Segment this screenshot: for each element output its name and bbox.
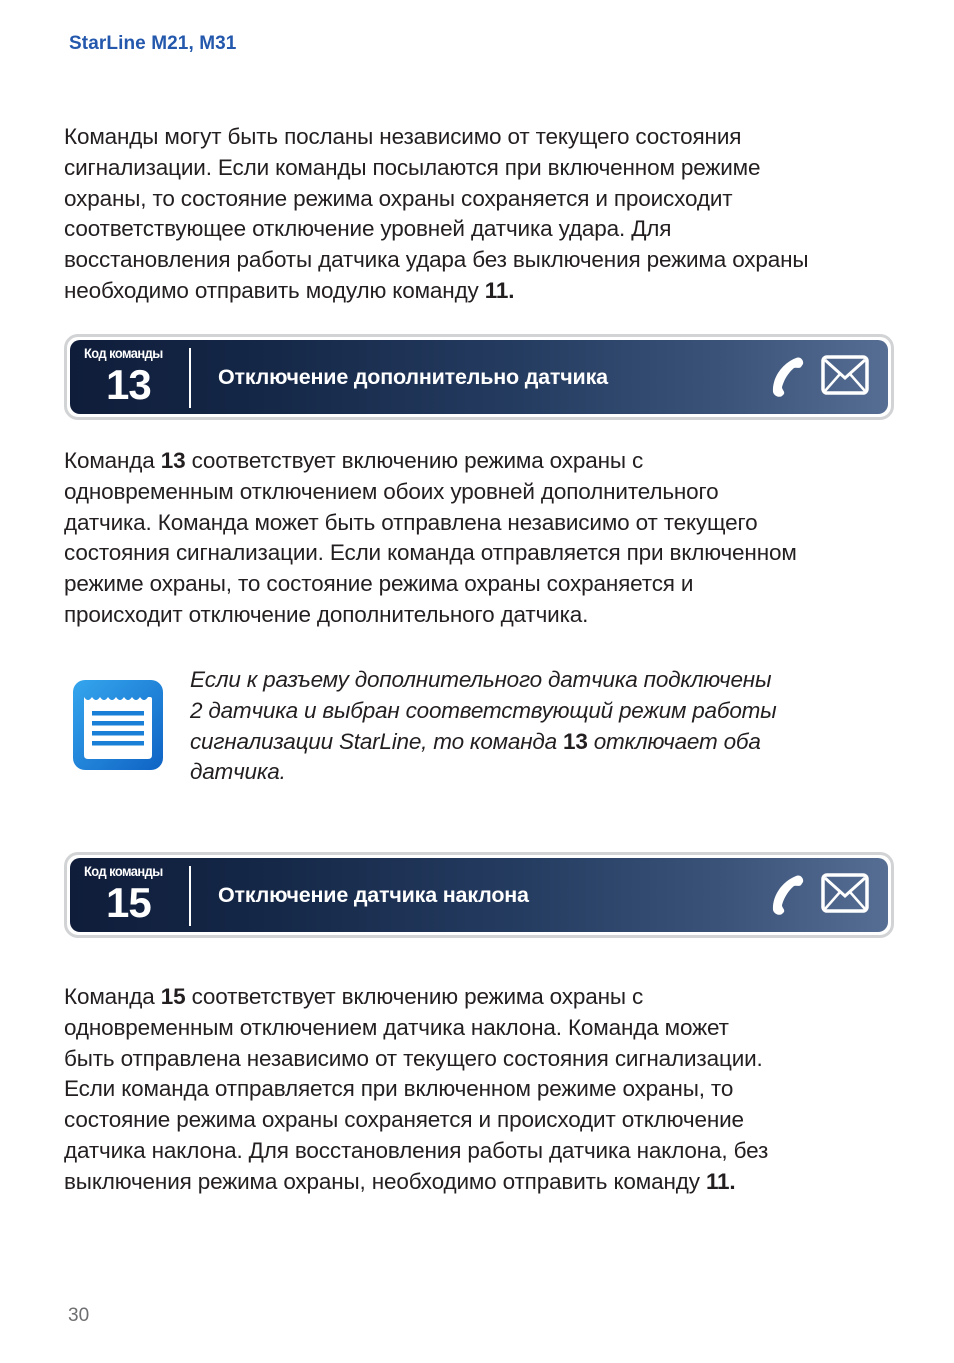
note-text: [190, 665, 870, 788]
text-line: датчика наклона. Для восстановления работы датчика наклона, без: [64, 1137, 769, 1163]
text-line: восстановления работы датчика удара без выключения режима охраны: [64, 247, 809, 273]
text-line: сигнализации. Если команды посылаются при включенном режиме: [64, 154, 761, 180]
text-fragment: сигнализации StarLine, то команда: [190, 728, 563, 754]
envelope-icon: [820, 872, 870, 914]
text-line: [64, 982, 894, 1013]
text-fragment: выключения режима охраны, необходимо отправить команду: [64, 1168, 706, 1194]
text-line: [64, 276, 894, 307]
text-line: Если команда отправляется при включенном режиме охраны, то: [64, 1076, 734, 1102]
command-ref-bold: 13: [160, 448, 186, 473]
command-ref-bold: 13: [563, 728, 588, 754]
text-fragment: необходимо отправить модулю команду: [64, 277, 485, 303]
command-code: 13: [106, 361, 151, 408]
divider: [189, 348, 191, 408]
divider: [189, 866, 191, 926]
command-ref-bold: 11.: [484, 277, 515, 303]
text-line: 2 датчика и выбран соответствующий режим работы: [190, 697, 777, 723]
notepad-icon: [72, 679, 164, 771]
text-line: одновременным отключением обоих уровней дополнительного: [64, 478, 719, 504]
phone-icon: [766, 354, 806, 398]
text-fragment: отключает оба: [587, 728, 761, 754]
command-banner-15: [64, 852, 894, 938]
text-fragment: соответствует включению режима охраны с: [185, 984, 644, 1009]
command-title: Отключение датчика наклона: [218, 882, 529, 907]
envelope-icon: [820, 354, 870, 396]
text-line: Если к разъему дополнительного датчика подключены: [190, 667, 772, 692]
text-line: состояние режима охраны сохраняется и происходит отключение: [64, 1107, 744, 1133]
command-code: 15: [106, 879, 151, 926]
text-line: одновременным отключением датчика наклона. Команда может: [64, 1014, 729, 1040]
text-line: происходит отключение дополнительного датчика.: [64, 601, 589, 627]
banner-body: [70, 858, 888, 932]
running-header: StarLine M21, M31: [69, 33, 237, 54]
text-line: датчика. Команда может быть отправлена независимо от текущего: [64, 509, 758, 535]
text-line: состояния сигнализации. Если команда отправляется при включенном: [64, 540, 797, 566]
command-13-description: [64, 446, 894, 631]
code-label: Код команды: [84, 345, 163, 361]
text-line: Команды могут быть посланы независимо от текущего состояния: [64, 124, 742, 149]
text-line: датчика.: [190, 759, 286, 785]
phone-icon: [766, 872, 806, 916]
text-line: быть отправлена независимо от текущего состояния сигнализации.: [64, 1045, 763, 1071]
text-fragment: Команда: [64, 984, 161, 1009]
text-line: [190, 727, 870, 758]
text-fragment: соответствует включению режима охраны с: [185, 448, 644, 473]
command-title: Отключение дополнительно датчика: [218, 364, 608, 389]
command-banner-13: [64, 334, 894, 420]
command-ref-bold: 15: [160, 984, 186, 1009]
text-line: [64, 1167, 894, 1198]
code-label: Код команды: [84, 863, 163, 879]
text-line: [64, 446, 894, 477]
text-fragment: Команда: [64, 448, 161, 473]
text-line: соответствующее отключение уровней датчика удара. Для: [64, 216, 672, 242]
command-ref-bold: 11.: [705, 1168, 736, 1194]
text-line: охраны, то состояние режима охраны сохраняется и происходит: [64, 185, 733, 211]
text-line: режиме охраны, то состояние режима охраны сохраняется и: [64, 571, 694, 597]
intro-paragraph: [64, 122, 894, 307]
page-number: 30: [68, 1305, 90, 1326]
command-15-description: [64, 982, 894, 1198]
banner-body: [70, 340, 888, 414]
